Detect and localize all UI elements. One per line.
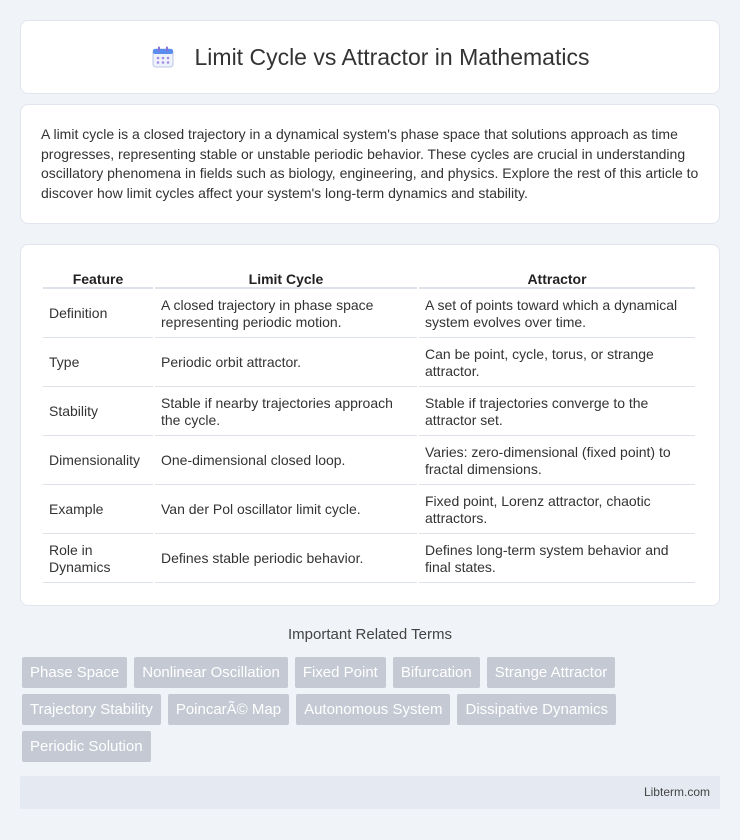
intro-paragraph: A limit cycle is a closed trajectory in a dynamical system's phase space that solutions approach as time progresses, representing stable or unstable periodic behavior. These cycles are crucial in understanding oscillatory phenomena in fields such as biology, engineering, and physics. Explore the rest of this article to discover how limit cycles affect your system's long-term dynamics and stability. bbox=[41, 126, 699, 201]
term-tag[interactable]: Phase Space bbox=[22, 657, 127, 688]
column-header-limit-cycle: Limit Cycle bbox=[155, 267, 417, 289]
related-terms-heading: Important Related Terms bbox=[288, 626, 452, 643]
table-row bbox=[43, 340, 695, 387]
related-terms-list bbox=[22, 657, 722, 768]
term-tag[interactable]: Dissipative Dynamics bbox=[457, 694, 616, 725]
calendar-icon bbox=[151, 45, 175, 69]
comparison-table bbox=[41, 265, 697, 585]
feature-cell: Definition bbox=[43, 291, 153, 338]
intro-card bbox=[20, 104, 720, 224]
term-tag[interactable]: Bifurcation bbox=[393, 657, 480, 688]
term-tag[interactable]: Trajectory Stability bbox=[22, 694, 161, 725]
feature-cell: Example bbox=[43, 487, 153, 534]
table-row bbox=[43, 291, 695, 338]
table-row bbox=[43, 536, 695, 583]
attractor-cell: A set of points toward which a dynamical system evolves over time. bbox=[419, 291, 695, 338]
table-header-row bbox=[43, 267, 695, 289]
limit-cycle-cell: Van der Pol oscillator limit cycle. bbox=[155, 487, 417, 534]
feature-cell: Dimensionality bbox=[43, 438, 153, 485]
column-header-feature: Feature bbox=[43, 267, 153, 289]
term-tag[interactable]: PoincarÃ© Map bbox=[168, 694, 289, 725]
footer bbox=[20, 776, 720, 809]
term-tag[interactable]: Fixed Point bbox=[295, 657, 386, 688]
attractor-cell: Fixed point, Lorenz attractor, chaotic attractors. bbox=[419, 487, 695, 534]
column-header-attractor: Attractor bbox=[419, 267, 695, 289]
limit-cycle-cell: A closed trajectory in phase space representing periodic motion. bbox=[155, 291, 417, 338]
page-title: Limit Cycle vs Attractor in Mathematics bbox=[194, 43, 590, 70]
limit-cycle-cell: Defines stable periodic behavior. bbox=[155, 536, 417, 583]
table-row bbox=[43, 389, 695, 436]
table-row bbox=[43, 487, 695, 534]
feature-cell: Type bbox=[43, 340, 153, 387]
term-tag[interactable]: Strange Attractor bbox=[487, 657, 616, 688]
term-tag[interactable]: Periodic Solution bbox=[22, 731, 151, 762]
feature-cell: Role in Dynamics bbox=[43, 536, 153, 583]
attractor-cell: Can be point, cycle, torus, or strange attractor. bbox=[419, 340, 695, 387]
comparison-card bbox=[20, 244, 720, 606]
attractor-cell: Defines long-term system behavior and final states. bbox=[419, 536, 695, 583]
limit-cycle-cell: Periodic orbit attractor. bbox=[155, 340, 417, 387]
attractor-cell: Varies: zero-dimensional (fixed point) to fractal dimensions. bbox=[419, 438, 695, 485]
feature-cell: Stability bbox=[43, 389, 153, 436]
table-row bbox=[43, 438, 695, 485]
term-tag[interactable]: Autonomous System bbox=[296, 694, 450, 725]
header-card bbox=[20, 20, 720, 94]
attractor-cell: Stable if trajectories converge to the attractor set. bbox=[419, 389, 695, 436]
term-tag[interactable]: Nonlinear Oscillation bbox=[134, 657, 288, 688]
limit-cycle-cell: One-dimensional closed loop. bbox=[155, 438, 417, 485]
footer-site-link[interactable]: Libterm.com bbox=[643, 785, 710, 799]
limit-cycle-cell: Stable if nearby trajectories approach the cycle. bbox=[155, 389, 417, 436]
